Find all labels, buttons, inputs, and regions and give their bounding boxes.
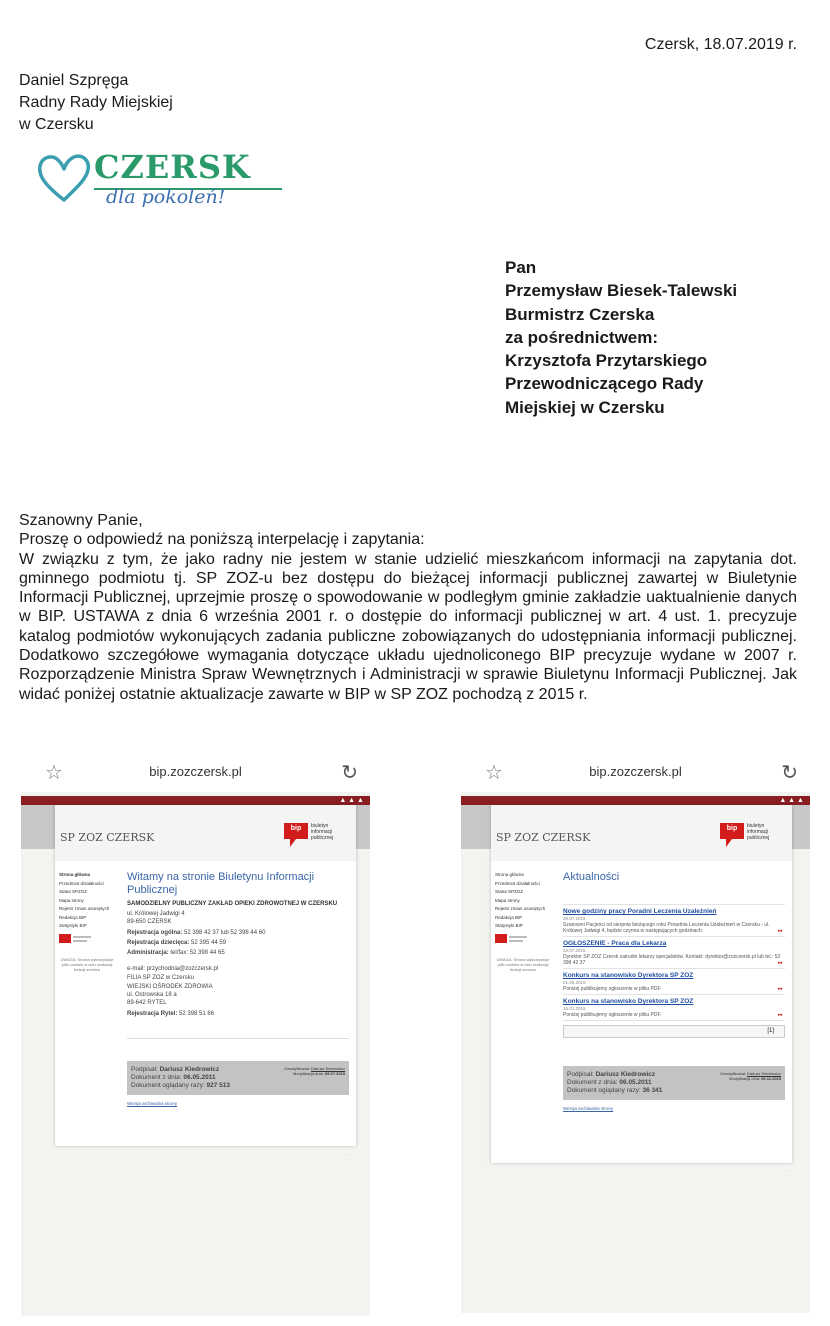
bip-page xyxy=(55,805,356,1146)
contact-value: tel/fax: 52 398 44 65 xyxy=(170,950,225,956)
more-icon[interactable]: ▸▸ xyxy=(777,928,783,934)
recipient-line: Przemysław Biesek-Talewski xyxy=(505,281,738,301)
news-item xyxy=(563,969,785,995)
url-bar xyxy=(461,758,810,792)
sidebar-item[interactable]: Strona główna xyxy=(59,872,91,877)
news-title[interactable]: Konkurs na stanowisko Dyrektora SP ZOZ xyxy=(563,998,694,1005)
branch-line: FILIA SP ZOZ w Czersku xyxy=(127,975,194,981)
recipient-line: Pan xyxy=(505,258,537,277)
sender-role: Radny Rady Miejskiej xyxy=(19,94,173,111)
recipient-block xyxy=(505,256,737,419)
news-text: Poniżej publikujemy ogłoszenie w pliku PDF. xyxy=(563,986,662,992)
intro: Proszę o odpowiedź na poniższą interpelację i zapytania: xyxy=(19,531,425,549)
page-footer: · · · xyxy=(785,1168,792,1173)
bip-text: biuletyn informacji publicznej xyxy=(747,823,770,841)
views-line: Dokument oglądany razy: 36 341 xyxy=(567,1087,663,1094)
news-date: 28.07.2015 xyxy=(563,916,586,921)
contact-value: 52 395 44 59 xyxy=(191,940,227,946)
news-date: 16.01.2015 xyxy=(563,1006,586,1011)
news-item xyxy=(563,905,785,937)
news-date: 03.07.2015 xyxy=(563,948,586,953)
bip-logo xyxy=(284,823,342,845)
document-signature xyxy=(127,1061,349,1095)
sidebar-item[interactable]: Statystyki BIP xyxy=(495,923,523,928)
sidebar-item[interactable]: Statut SPZOZ xyxy=(495,889,524,894)
news-text: Dyrektor SP ZOZ Czersk zatrudni lekarzy specjalistów. Kontakt: dyrektor@zozczersk.pl lub tel.: 52 398 42 37 xyxy=(563,954,781,966)
document-signature xyxy=(563,1066,785,1100)
news-text: Szanowni Pacjenci od sierpnia bieżącego roku Poradnia Leczenia Uzależnień w Czersku - ul. Królowej Jadwigi 4, będzie czynna w następujących godzinach: xyxy=(563,922,770,934)
email-line: e-mail: przychodnia@zozczersk.pl xyxy=(127,966,219,972)
modification-info: Zmodyfikował: Dariusz Kiedrowicz Modyfikacja dnia: 06.11.2015 xyxy=(720,1071,781,1081)
bip-box: bip xyxy=(284,823,308,839)
more-icon[interactable]: ▸▸ xyxy=(777,986,783,992)
bip-box: bip xyxy=(720,823,744,839)
letter-date: Czersk, 18.07.2019 r. xyxy=(644,36,797,53)
browser-toolbar: ▲ ▲ ▲ xyxy=(461,796,810,805)
heart-icon xyxy=(36,152,92,204)
body-paragraph: W związku z tym, że jako radny nie jestem w stanie udzielić mieszkańcom informacji na zapytania dot. gminnego podmiotu tj. SP ZOZ-u bez dostępu do bieżącej informacji publicznej zawartej w Biuletynie Informacji Publicznej, uprzejmie proszę o spowodowanie w podległym gminie zakładzie uaktualnienie danych w BIP. USTAWA z dnia 6 września 2001 r. o dostępie do informacji publicznej w art. 4 ust. 1. precyzuje katalog podmiotów wykonujących zadania publiczne zobowiązanych do udostępniania informacji publicznej. Dodatkowo szczegółowe wymagania dotyczące układu ujednoliconego BIP precyzuje wydane w 2007 r. Rozporządzenie Ministra Spraw Wewnętrznych i Administracji w sprawie Biuletynu Informacji Publicznej. Jak widać poniżej ostatnie aktualizacje zawarte w BIP w SP ZOZ pochodzą z 2015 r. xyxy=(19,550,797,703)
sidebar-menu xyxy=(59,871,115,972)
sidebar-menu xyxy=(495,871,551,972)
star-icon[interactable]: ☆ xyxy=(45,762,63,784)
archive-link[interactable]: Wersja archiwalna strony xyxy=(563,1106,614,1111)
doc-date-line: Dokument z dnia: 06.05.2011 xyxy=(567,1079,652,1086)
contact-line xyxy=(127,939,349,947)
sidebar-item[interactable]: Rejestr zmian usuniętych xyxy=(495,906,546,911)
sidebar-item[interactable]: Rejestr zmian usuniętych xyxy=(59,906,110,911)
bip-text: biuletyn informacji publicznej xyxy=(311,823,334,841)
modification-info: Zmodyfikował: Dariusz Kiedrowicz Modyfikacja dnia: 09.07.2015 xyxy=(284,1066,345,1076)
url-bar xyxy=(21,758,370,792)
letter-body xyxy=(19,511,797,704)
news-title[interactable]: OGŁOSZENIE - Praca dla Lekarza xyxy=(563,940,667,947)
org-name: SAMODZIELNY PUBLICZNY ZAKŁAD OPIEKI ZDROWOTNEJ W CZERSKU xyxy=(127,901,338,907)
doc-date-line: Dokument z dnia: 06.05.2011 xyxy=(131,1074,216,1081)
signed-line: Podpisał: Dariusz Kiedrowicz xyxy=(567,1071,656,1078)
recipient-line: Przewodniczącego Rady xyxy=(505,374,704,394)
main-content xyxy=(127,871,349,1106)
recipient-line: Burmistrz Czerska xyxy=(505,304,655,324)
contact-line xyxy=(127,949,349,957)
czersk-logo xyxy=(36,148,251,218)
recipient-line: za pośrednictwem: xyxy=(505,327,659,347)
greeting: Szanowny Panie, xyxy=(19,512,143,529)
logo-brand: CZERSK xyxy=(94,148,251,186)
site-name: SP ZOZ CZERSK xyxy=(60,831,155,844)
news-date: 01.05.2015 xyxy=(563,980,586,985)
page-title: Witamy na stronie Biuletynu Informacji Publicznej xyxy=(127,871,315,896)
logo-tagline: dla pokoleń! xyxy=(106,186,226,208)
contact-value: 52 398 51 66 xyxy=(179,1011,215,1017)
news-item xyxy=(563,995,785,1021)
more-icon[interactable]: ▸▸ xyxy=(777,1012,783,1018)
news-title[interactable]: Konkurs na stanowisko Dyrektora SP ZOZ xyxy=(563,972,694,979)
news-title[interactable]: Nowe godziny pracy Poradni Leczenia Uzależnień xyxy=(563,908,717,915)
sidebar-item[interactable]: Statut SPZOZ xyxy=(59,889,88,894)
site-name: SP ZOZ CZERSK xyxy=(496,831,591,844)
screenshot-left xyxy=(21,758,370,1316)
sender-block xyxy=(19,70,173,136)
sidebar-item[interactable]: Strona główna xyxy=(495,872,524,877)
address-line: ul. Królowej Jadwigi 4 xyxy=(127,911,185,917)
contact-value: 52 398 42 37 lub 52 398 44 60 xyxy=(184,930,266,936)
recipient-line: Miejskiej w Czersku xyxy=(505,397,665,417)
branch-line: ul. Ostrowska 18 a xyxy=(127,992,177,998)
bip-mini-icon xyxy=(495,934,529,948)
main-content xyxy=(563,871,785,1111)
sender-place: w Czersku xyxy=(19,116,94,133)
page-footer: · · · xyxy=(345,1152,352,1157)
contact-label: Rejestracja dziecięca: xyxy=(127,940,190,946)
site-header xyxy=(55,805,356,861)
star-icon[interactable]: ☆ xyxy=(485,762,503,784)
recipient-line: Krzysztofa Przytarskiego xyxy=(505,351,708,371)
cookie-note: UWAGA: Strona wykorzystuje pliki cookies w celu realizacji funkcji serwisu xyxy=(60,956,114,972)
bip-logo xyxy=(720,823,778,845)
sender-name: Daniel Szpręga xyxy=(19,72,129,89)
bip-mini-icon xyxy=(59,934,93,948)
screenshot-right xyxy=(461,758,810,1313)
address-line: 89-650 CZERSK xyxy=(127,919,172,925)
browser-toolbar: ▲ ▲ ▲ xyxy=(21,796,370,805)
reload-icon[interactable]: ↻ xyxy=(781,762,798,784)
sidebar-item[interactable]: Mapa strony xyxy=(59,897,84,903)
sidebar-item[interactable]: Redakcja BIP xyxy=(495,914,523,920)
sidebar-item[interactable]: Redakcja BIP xyxy=(59,914,87,920)
contact-line xyxy=(127,929,349,937)
branch-line: 89-642 RYTEL xyxy=(127,1000,167,1006)
branch-line: WIEJSKI OŚRODEK ZDROWIA xyxy=(127,984,213,990)
cookie-note: UWAGA: Strona wykorzystuje pliki cookies w celu realizacji funkcji serwisu xyxy=(496,956,550,972)
page-title: Aktualności xyxy=(563,871,620,883)
more-icon[interactable]: ▸▸ xyxy=(777,960,783,966)
contact-label: Rejestracja Rytel: xyxy=(127,1011,178,1017)
sidebar-item[interactable]: Przedmiot działalności xyxy=(59,880,104,886)
sidebar-item[interactable]: Statystyki BIP xyxy=(59,923,87,928)
sidebar-item[interactable]: Przedmiot działalności xyxy=(495,880,540,886)
views-line: Dokument oglądany razy: 927 513 xyxy=(131,1082,231,1089)
reload-icon[interactable]: ↻ xyxy=(341,762,358,784)
sidebar-item[interactable]: Mapa strony xyxy=(495,897,520,903)
bip-page xyxy=(491,805,792,1163)
url-text: bip.zozczersk.pl xyxy=(589,764,682,779)
news-text: Poniżej publikujemy ogłoszenie w pliku PDF. xyxy=(563,1012,662,1018)
news-item xyxy=(563,937,785,969)
contact-line xyxy=(127,1010,349,1018)
url-text: bip.zozczersk.pl xyxy=(149,764,242,779)
contact-label: Rejestracja ogólna: xyxy=(127,930,183,936)
contact-label: Administracja: xyxy=(127,950,169,956)
archive-link[interactable]: Wersja archiwalna strony xyxy=(127,1101,178,1106)
pagination[interactable]: [1] xyxy=(563,1025,785,1038)
signed-line: Podpisał: Dariusz Kiedrowicz xyxy=(131,1066,220,1073)
site-header xyxy=(491,805,792,861)
